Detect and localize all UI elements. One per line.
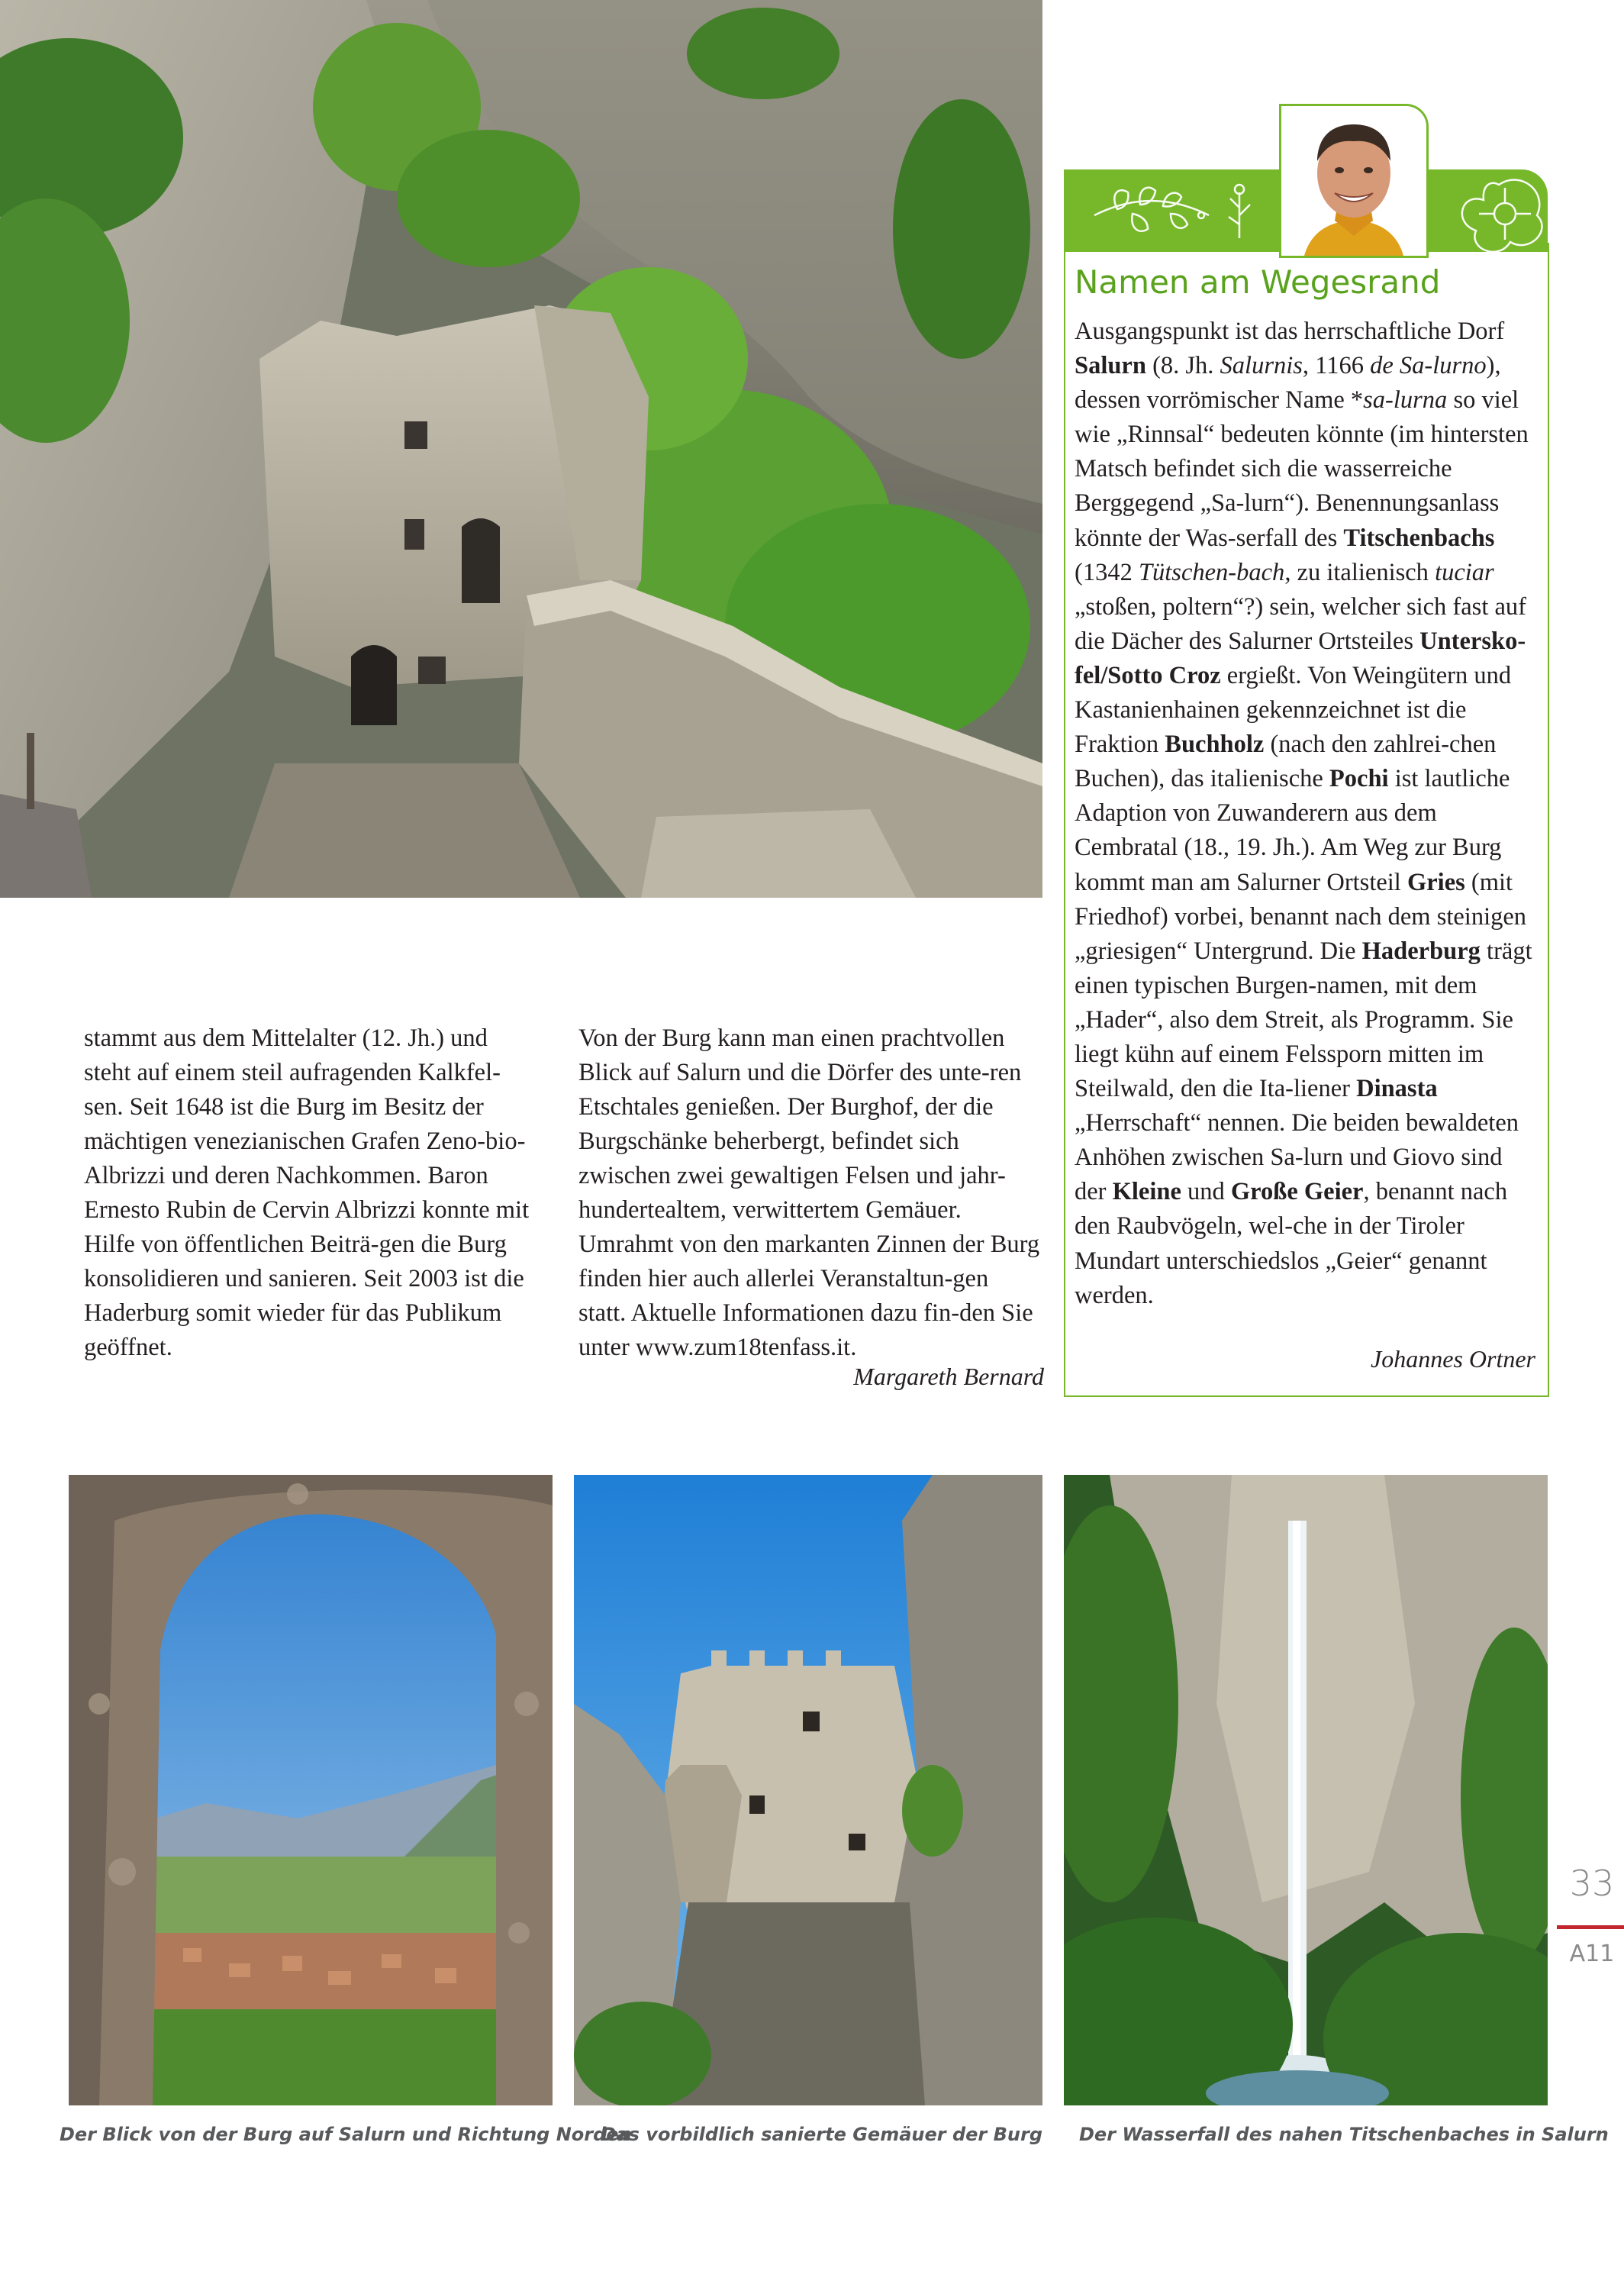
sidebar-text-run: Dinasta [1356,1075,1438,1103]
hero-photo-castle-ruin [0,0,1042,898]
sidebar-text-run: (8. Jh. [1146,352,1220,380]
sidebar-text-run: sa-lurna [1363,386,1448,415]
sidebar-text-run: de Sa-lurno [1370,352,1487,380]
photo-waterfall [1064,1475,1548,2105]
article-col2-text: Von der Burg kann man einen prachtvollen Blick auf Salurn und die Dörfer des unte-ren Etschtales genießen. Der Burghof, der die Burgschänke beherbergt, befindet sich zwischen zwei gewaltigen Felsen und jahr-hundertealtem, verwittertem Gemäuer. Umrahmt von den markanten Zinnen der Burg finden hier auch allerlei Veranstaltun-gen statt. Aktuelle Informationen dazu fin-den Sie unter www.zum18tenfass.it. [578,1024,1040,1361]
caption-photo-2: Das vorbildlich sanierte Gemäuer der Burg [601,2124,1042,2145]
article-author: Margareth Bernard [853,1363,1044,1390]
sidebar-text-run: trägt einen typischen Burgen-namen, mit dem „Hader“, also dem Streit, als Programm. Sie liegt kühn auf einem Felssporn mitten im Steilwald, den die Ita-liener [1075,937,1532,1103]
sidebar-text-run: Untersko-fel/Sotto Croz [1075,627,1526,689]
sidebar-text-run: Ausgangspunkt ist das herrschaftliche Dorf [1075,318,1505,345]
sidebar-text-run: Pochi [1329,765,1389,793]
article-col1-text: stammt aus dem Mittelalter (12. Jh.) und steht auf einem steil aufragenden Kalkfel-sen. Seit 1648 ist die Burg im Besitz der mächtigen venezianischen Grafen Zeno-bio-Albrizzi und deren Nachkommen. Baron Ernesto Rubin de Cervin Albrizzi konnte mit Hilfe von öffentlichen Beiträ-gen die Burg konsolidieren und sanieren. Seit 2003 ist die Haderburg somit wieder für das Publikum geöffnet. [84,1024,530,1361]
sidebar-text-run: ergießt. Von Weingütern und Kastanienhainen gekennzeichnet ist die Fraktion [1075,661,1512,759]
sidebar-title: Namen am Wegesrand [1075,263,1441,301]
author-portrait [1279,104,1429,258]
sidebar-text-run: Gries [1406,868,1465,896]
sidebar-text-run: so viel wie „Rinnsal“ bedeuten könnte (im hintersten Matsch befindet sich die wasserreiche Berggegend „Sa-lurn“). Benennungsanlass könnte der Was-serfall des [1075,386,1529,552]
sidebar-text-run: , benannt nach den Raubvögeln, wel-che in der Tiroler Mundart unterschiedslos „Geier“ genannt werden. [1075,1178,1508,1309]
sidebar-text-run: Kleine [1112,1178,1181,1206]
photo-view-through-window [69,1475,553,2105]
sidebar-text-run: Buchholz [1165,731,1265,759]
sidebar-text-run: Salurn [1075,352,1146,380]
page-section-code: A11 [1569,1941,1615,1967]
article-column-2 [578,1021,1041,1365]
sidebar-text-run: Tütschen-bach [1138,558,1285,586]
sidebar-text-run: und [1181,1178,1231,1206]
sidebar-text-run: Titschenbachs [1343,524,1495,552]
sidebar-text-run: Große Geier [1230,1178,1364,1206]
photo-castle-tower [574,1475,1042,2105]
sidebar-text-run: „stoßen, poltern“?) sein, welcher sich fast auf die Dächer des Salurner Ortsteiles [1075,592,1526,655]
sidebar-text-run: (nach den zahlrei-chen Buchen), das italienische [1075,731,1497,793]
sidebar-text-run: (1342 [1075,558,1139,586]
sidebar-text-run: (mit Friedhof) vorbei, benannt nach dem steinigen „griesigen“ Untergrund. Die [1075,868,1527,965]
caption-photo-3: Der Wasserfall des nahen Titschenbaches in Salurn [1079,2124,1609,2145]
sidebar-text-run: tuciar [1435,558,1494,586]
sidebar-text-run: Haderburg [1361,937,1481,965]
sidebar-text-run: Salurnis [1220,352,1303,380]
sidebar-text-run: ist lautliche Adaption von Zuwanderern aus dem Cembratal (18., 19. Jh.). Am Weg zur Burg kommt man am Salurner Ortsteil [1075,765,1510,896]
sidebar-text-run: „Herrschaft“ nennen. Die beiden bewaldeten Anhöhen zwischen Sa-lurn und Giovo sind der [1075,1109,1519,1206]
sidebar-text-run: ), dessen vorrömischer Name * [1075,352,1501,415]
sidebar-author: Johannes Ortner [1371,1345,1535,1373]
article-column-1 [84,1021,531,1365]
sidebar-text-run: , 1166 [1302,352,1371,380]
page-number: 33 [1569,1863,1615,1904]
sidebar-text-run: , zu italienisch [1284,558,1436,586]
sidebar-text [1075,315,1540,1313]
caption-photo-1: Der Blick von der Burg auf Salurn und Richtung Norden [60,2124,632,2145]
page-number-rule [1557,1925,1624,1929]
